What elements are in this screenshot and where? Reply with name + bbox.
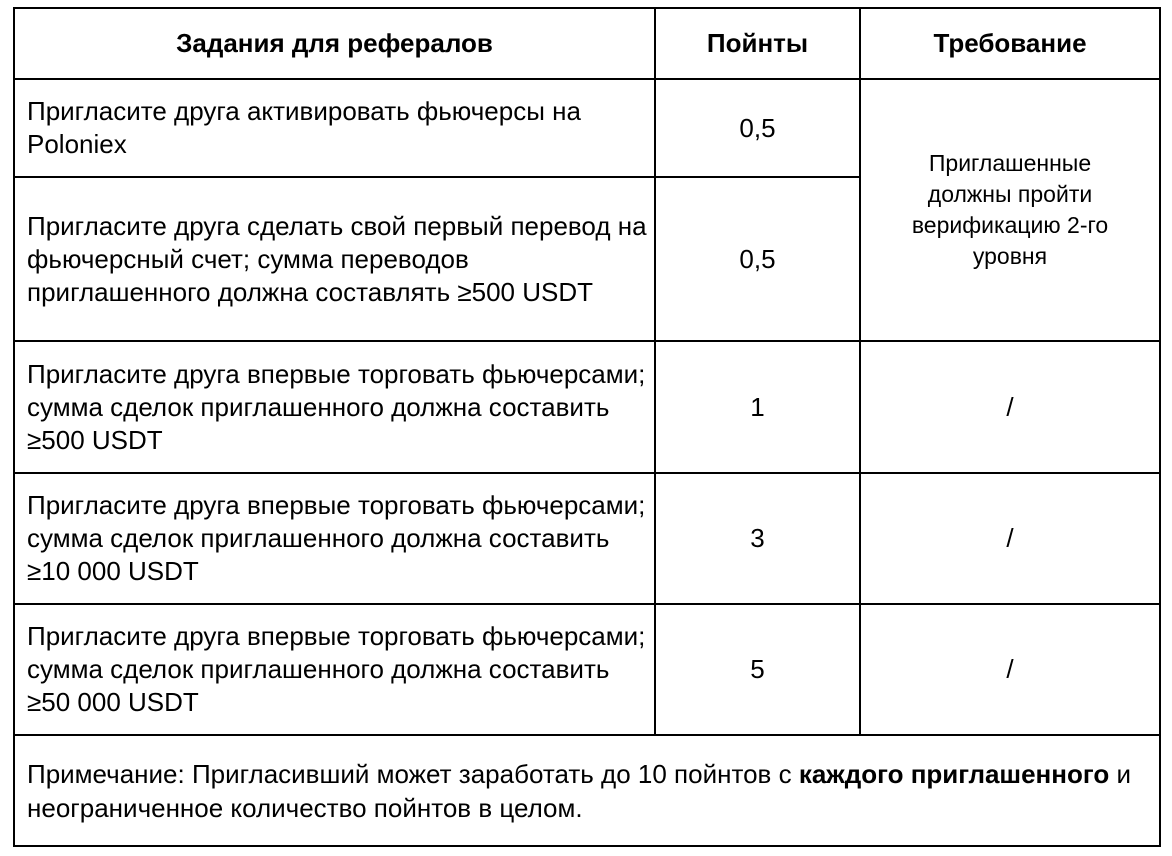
note-suffix: и неограниченное количество пойнтов в целом. bbox=[27, 758, 1131, 823]
table-row bbox=[14, 473, 1160, 604]
points-cell: 0,5 bbox=[655, 79, 860, 177]
requirement-merged-cell bbox=[860, 79, 1160, 341]
header-task: Задания для рефералов bbox=[14, 8, 655, 79]
task-cell: Пригласите друга сделать свой первый перевод на фьючерсный счет; сумма переводов приглашенного должна составлять ≥500 USDT bbox=[14, 177, 655, 341]
table-row bbox=[14, 604, 1160, 735]
requirement-text: Приглашенные должны пройти верификацию 2-го уровня bbox=[911, 150, 1109, 269]
note-row bbox=[14, 735, 1160, 846]
table-header-row bbox=[14, 8, 1160, 79]
requirement-cell: / bbox=[860, 341, 1160, 473]
task-cell: Пригласите друга активировать фьючерсы на Poloniex bbox=[14, 79, 655, 177]
task-cell: Пригласите друга впервые торговать фьючерсами; сумма сделок приглашенного должна составить ≥10 000 USDT bbox=[14, 473, 655, 604]
header-points: Пойнты bbox=[655, 8, 860, 79]
note-bold: каждого приглашенного bbox=[798, 758, 1110, 789]
header-requirement: Требование bbox=[860, 8, 1160, 79]
requirement-cell: / bbox=[860, 604, 1160, 735]
points-cell: 1 bbox=[655, 341, 860, 473]
referral-tasks-table bbox=[13, 7, 1161, 847]
note-cell bbox=[14, 735, 1160, 846]
note-prefix: Примечание: Пригласивший может заработать до 10 пойнтов с bbox=[27, 758, 792, 789]
task-cell: Пригласите друга впервые торговать фьючерсами; сумма сделок приглашенного должна составить ≥50 000 USDT bbox=[14, 604, 655, 735]
requirement-cell: / bbox=[860, 473, 1160, 604]
points-cell: 5 bbox=[655, 604, 860, 735]
table-row bbox=[14, 341, 1160, 473]
task-cell: Пригласите друга впервые торговать фьючерсами; сумма сделок приглашенного должна составить ≥500 USDT bbox=[14, 341, 655, 473]
points-cell: 0,5 bbox=[655, 177, 860, 341]
table-row bbox=[14, 79, 1160, 177]
points-cell: 3 bbox=[655, 473, 860, 604]
